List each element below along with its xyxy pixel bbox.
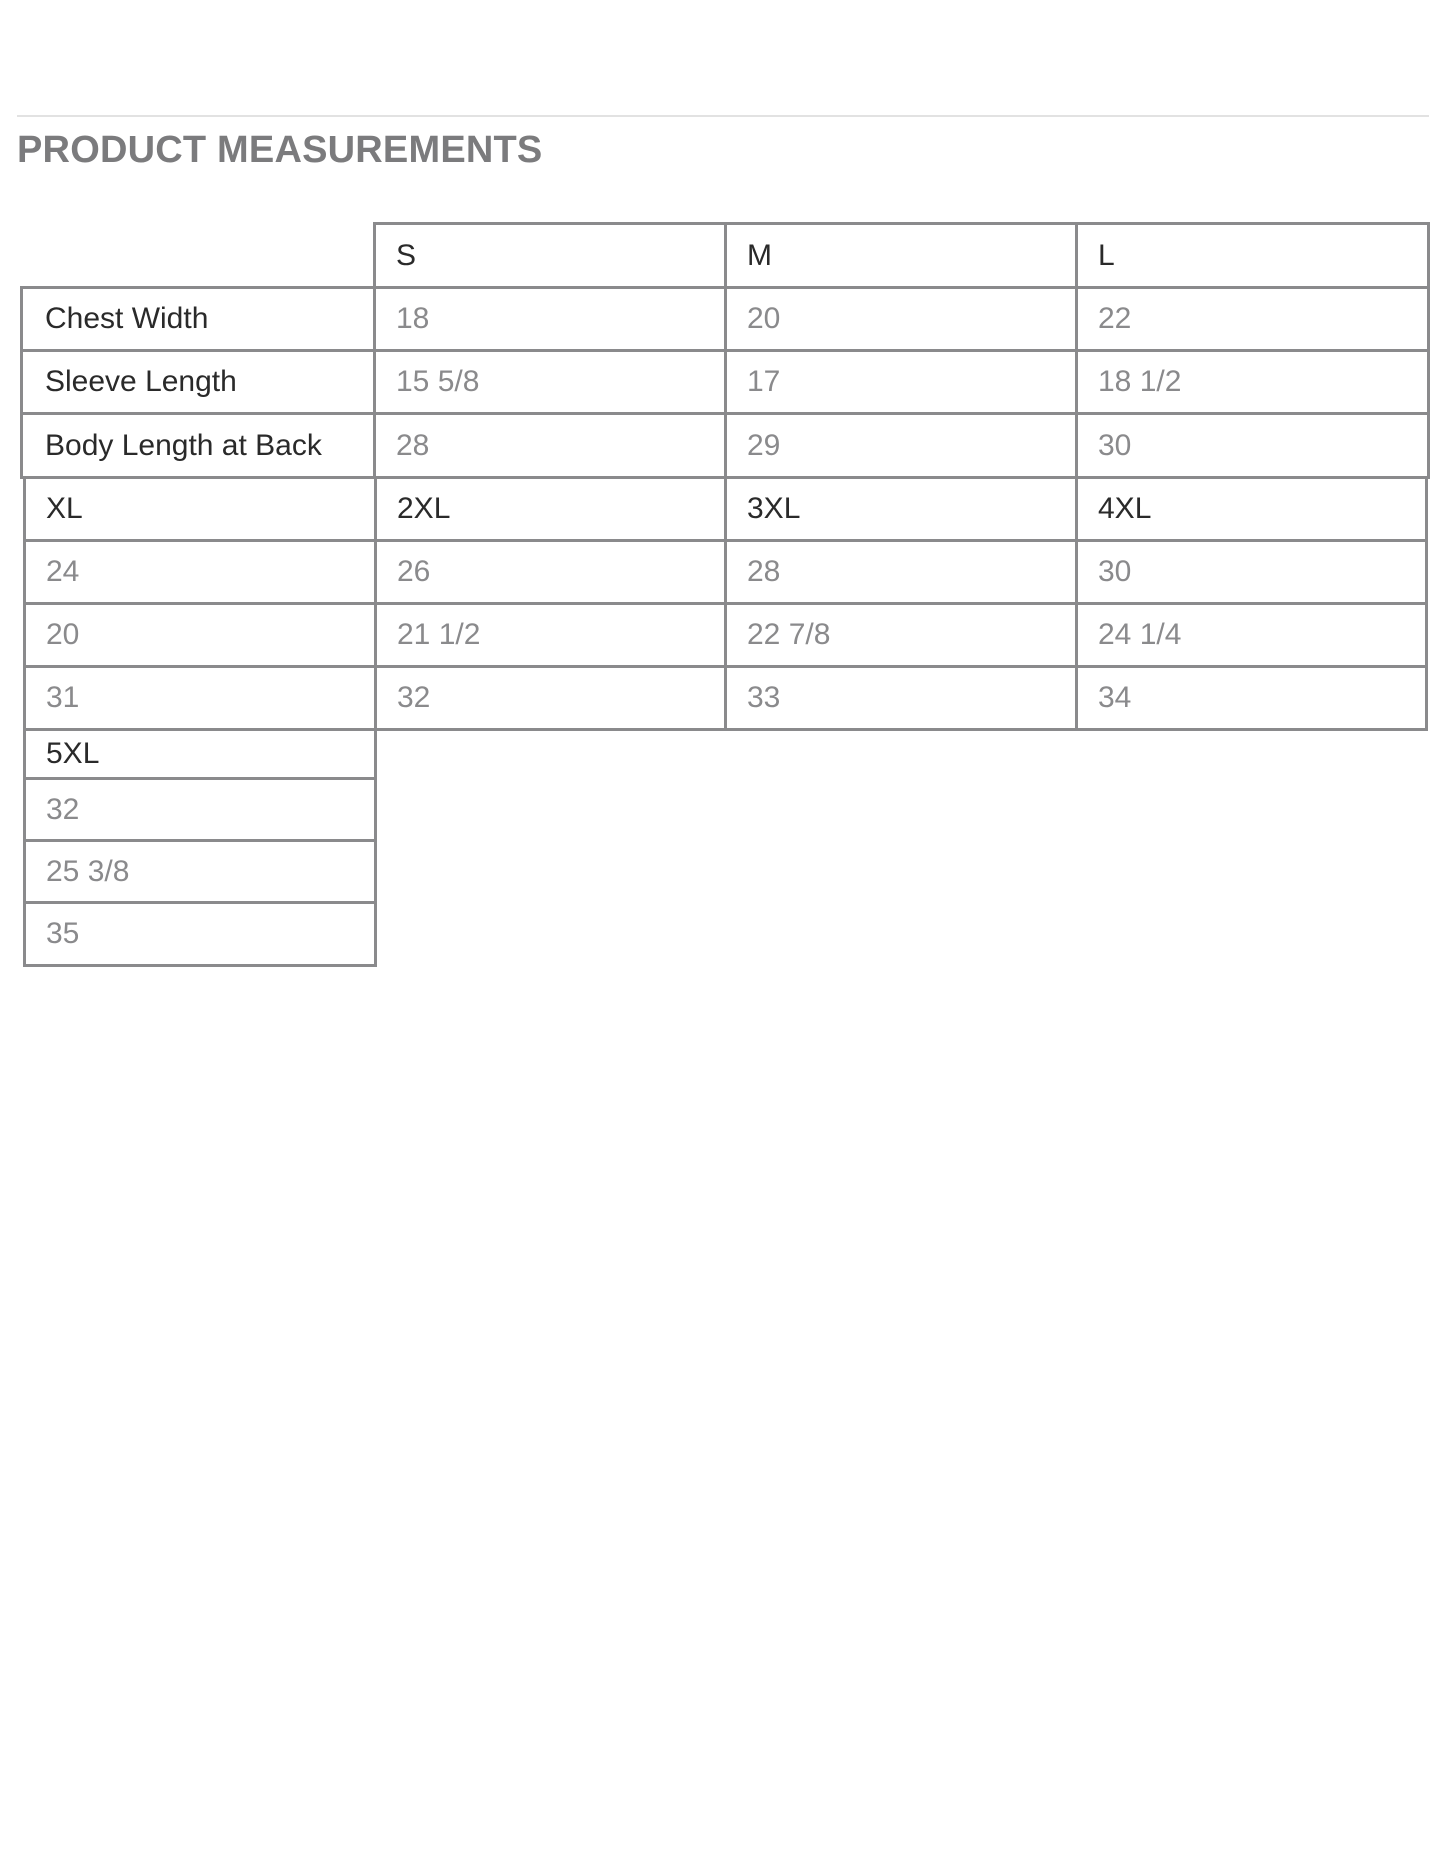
size-header-4xl: 4XL — [1075, 476, 1428, 542]
page-title: PRODUCT MEASUREMENTS — [17, 129, 543, 171]
value-xl-sleeve-length: 20 — [23, 602, 377, 668]
value-2xl-body-length: 32 — [374, 665, 727, 731]
value-2xl-sleeve-length: 21 1/2 — [374, 602, 727, 668]
value-s-body-length: 28 — [373, 412, 727, 479]
value-l-chest-width: 22 — [1075, 286, 1430, 352]
size-header-m: M — [724, 222, 1078, 289]
value-xl-body-length: 31 — [23, 665, 377, 731]
size-header-l: L — [1075, 222, 1430, 289]
value-5xl-chest-width: 32 — [23, 777, 377, 842]
value-3xl-chest-width: 28 — [724, 539, 1078, 605]
value-l-body-length: 30 — [1075, 412, 1430, 479]
value-4xl-body-length: 34 — [1075, 665, 1428, 731]
value-2xl-chest-width: 26 — [374, 539, 727, 605]
value-s-chest-width: 18 — [373, 286, 727, 352]
value-xl-chest-width: 24 — [23, 539, 377, 605]
size-header-5xl: 5XL — [23, 728, 377, 780]
value-m-sleeve-length: 17 — [724, 349, 1078, 415]
value-s-sleeve-length: 15 5/8 — [373, 349, 727, 415]
value-m-chest-width: 20 — [724, 286, 1078, 352]
size-header-s: S — [373, 222, 727, 289]
value-3xl-body-length: 33 — [724, 665, 1078, 731]
top-divider — [17, 115, 1429, 117]
value-3xl-sleeve-length: 22 7/8 — [724, 602, 1078, 668]
row-label-sleeve-length: Sleeve Length — [20, 349, 376, 415]
size-header-xl: XL — [23, 476, 377, 542]
value-m-body-length: 29 — [724, 412, 1078, 479]
value-4xl-chest-width: 30 — [1075, 539, 1428, 605]
size-header-3xl: 3XL — [724, 476, 1078, 542]
size-header-2xl: 2XL — [374, 476, 727, 542]
row-label-chest-width: Chest Width — [20, 286, 376, 352]
value-l-sleeve-length: 18 1/2 — [1075, 349, 1430, 415]
row-label-body-length-at-back: Body Length at Back — [20, 412, 376, 479]
value-5xl-body-length: 35 — [23, 901, 377, 967]
value-4xl-sleeve-length: 24 1/4 — [1075, 602, 1428, 668]
value-5xl-sleeve-length: 25 3/8 — [23, 839, 377, 904]
